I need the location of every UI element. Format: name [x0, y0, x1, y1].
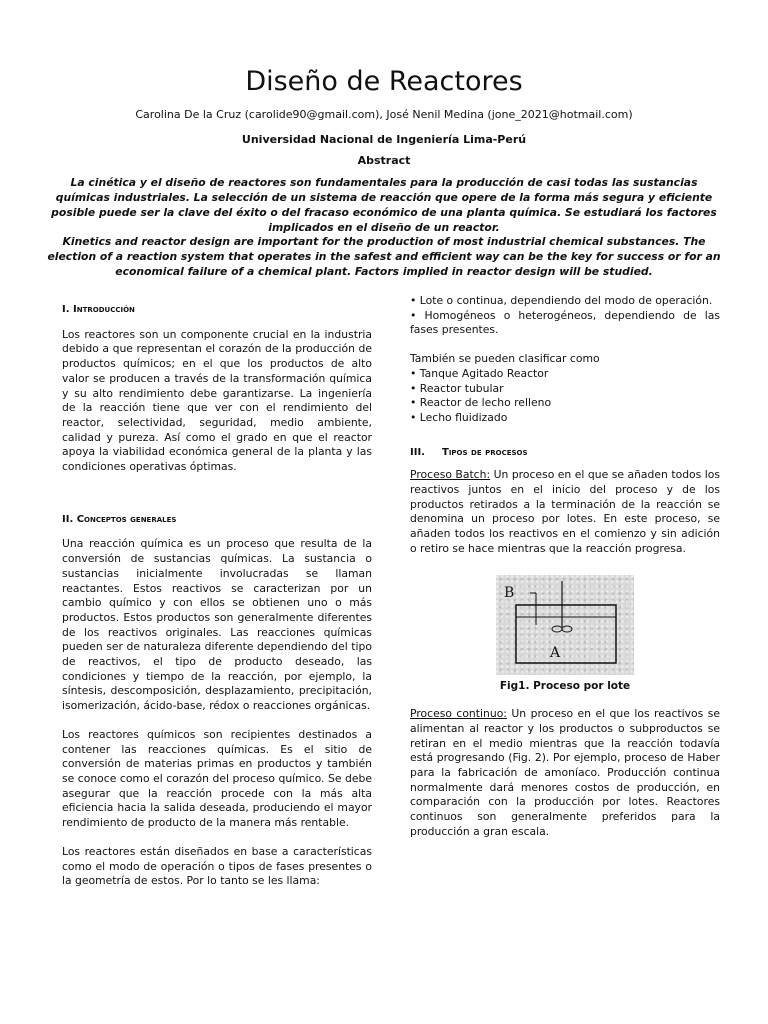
section-conceptos-heading: II. Conceptos generales — [62, 513, 177, 525]
reactor-type-list — [410, 367, 720, 426]
continuous-paragraph — [410, 707, 720, 839]
continuous-text: Un proceso en el que los reactivos se alimentan al reactor y los productos o subproductos se retiran en el medio mientras que la reacción todavía está progresando (Fig. 2). Por ejemplo, proceso de Haber para la fabricación de amoníaco. Producción continua normalmente dará menores costos de producción, en comparación con la producción por lotes. Reactores continuos son generalmente preferidos para la producción a gran escala. — [410, 707, 721, 838]
list-item: • Reactor de lecho relleno — [410, 396, 552, 410]
conceptos-paragraph-2: Los reactores químicos son recipientes destinados a contener las reacciones químicas. Es el sitio de conversión de materias primas en productos y también se conoce como el corazón del proceso químico. Se debe asegurar que la reacción procede con la más alta eficiencia hacia la salida deseada, produciendo el mayor rendimiento de producto de la manera más rentable. — [62, 727, 372, 830]
affiliation-line: Universidad Nacional de Ingeniería Lima-Perú — [241, 133, 527, 146]
agitator-blade-left — [552, 626, 562, 632]
figure-label-b: B — [504, 584, 515, 601]
right-column — [410, 294, 720, 840]
reactor-vessel — [516, 605, 616, 663]
figure-label-a: A — [550, 644, 561, 661]
batch-reactor-figure — [496, 575, 634, 675]
paper-title: Diseño de Reactores — [245, 66, 523, 97]
conceptos-paragraph-1: Una reacción química es un proceso que resulta de la conversión de sustancias químicas. La sustancia o sustancias inicialmente involucradas se llaman reactantes. Estos reactivos se caracterizan por un cambio químico y con ellos se obtienen uno o más productos. Estos productos son generalmente diferentes de los reactivos originales. Las reacciones químicas pueden ser de naturaleza diferente dependiendo del tipo de reactivos, el tipo de producto deseado, las condiciones y tiempo de la reacción, por ejemplo, la síntesis, descomposición, desplazamiento, precipitación, isomerización, ácido-base, rédox o reacciones orgánicas. — [62, 537, 372, 713]
abstract-heading: Abstract — [357, 154, 411, 167]
introduccion-paragraph: Los reactores son un componente crucial en la industria debido a que representan el corazón de la producción de productos químicos; en el que los productos de alto valor se producen a través de la transformación química y su alto rendimiento debe garantizarse. La ingeniería de la reacción tiene que ver con el rendimiento del reactor, selectividad, seguridad, medio ambiente, calidad y pureza. Así como el grado en que el reactor apoya la viabilidad económica general de la planta y las condiciones operativas óptimas. — [62, 327, 372, 474]
authors-line: Carolina De la Cruz (carolide90@gmail.com), José Nenil Medina (jone_2021@hotmail.com) — [135, 108, 633, 121]
batch-label: Proceso Batch: — [410, 468, 491, 482]
left-column — [62, 293, 372, 889]
list-item: • Lote o continua, dependiendo del modo de operación. — [410, 294, 713, 307]
figure-caption: Fig1. Proceso por lote — [499, 679, 631, 692]
mode-phase-list — [410, 294, 720, 338]
section-tipos-heading — [410, 446, 720, 461]
batch-reactor-diagram — [496, 575, 634, 675]
list-item: • Reactor tubular — [410, 381, 504, 395]
agitator-blade-right — [562, 626, 572, 632]
continuous-label: Proceso continuo: — [410, 707, 507, 721]
abstract-english: Kinetics and reactor design are important for the production of most industrial chemical substances. The election of a reaction system that operates in the safest and efficient way can be the key for success or for an economical failure of a chemical plant. Factors implied in reactor design will be studied. — [47, 235, 721, 278]
list-item: • Lecho fluidizado — [410, 410, 508, 424]
section-introduccion-heading: I. Introducción — [62, 304, 135, 315]
section-number: III. — [410, 446, 425, 458]
section-title: Tipos de procesos — [442, 446, 528, 458]
batch-paragraph — [410, 468, 720, 556]
list-item: • Tanque Agitado Reactor — [410, 366, 549, 380]
batch-text: Un proceso en el que se añaden todos los reactivos juntos en el inicio del proceso y de los productos retirados a la terminación de la reacción se denomina un proceso por lotes. En este proceso, se añaden todos los reactivos en el comienzo y sin adición o retiro se hace mientras que la reacción progresa. — [410, 468, 720, 555]
abstract-spanish: La cinética y el diseño de reactores son fundamentales para la producción de casi todas las sustancias químicas industriales. La selección de un sistema de reacción que opere de la forma más segura y eficiente posible puede ser la clave del éxito o del fracaso económico de una planta química. Se estudiará los factores implicados en el diseño de un reactor. — [51, 176, 717, 234]
list-item: • Homogéneos o heterogéneos, dependiendo de las fases presentes. — [410, 308, 720, 337]
classify-intro: También se pueden clasificar como — [410, 352, 600, 366]
conceptos-paragraph-3: Los reactores están diseñados en base a características como el modo de operación o tipos de fases presentes o la geometría de estos. Por lo tanto se les llama: — [62, 844, 372, 888]
